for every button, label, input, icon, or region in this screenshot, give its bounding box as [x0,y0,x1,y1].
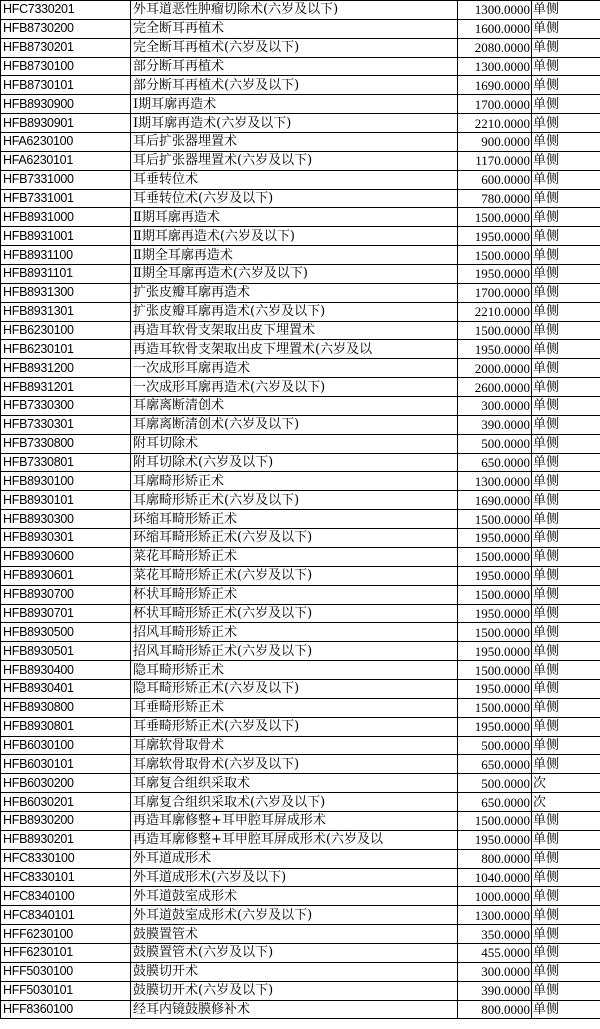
table-row [1,321,600,340]
price-cell: 780.0000 [458,189,532,208]
price-cell: 2080.0000 [458,38,532,57]
item-code-cell: HFB6030100 [1,736,131,755]
price-cell: 2000.0000 [458,359,532,378]
unit-cell: 单侧 [532,397,600,416]
unit-cell: 单侧 [532,868,600,887]
table-row [1,830,600,849]
item-code-cell: HFB8730100 [1,57,131,76]
unit-cell: 单侧 [532,151,600,170]
item-name-cell: 招风耳畸形矫正术 [131,623,458,642]
table-row [1,736,600,755]
price-cell: 1950.0000 [458,265,532,284]
unit-cell: 单侧 [532,359,600,378]
price-cell: 1500.0000 [458,698,532,717]
item-code-cell: HFF5030101 [1,981,131,1000]
table-row [1,887,600,906]
item-code-cell: HFB8930300 [1,510,131,529]
item-code-cell: HFB8930400 [1,661,131,680]
item-name-cell: 再造耳软骨支架取出皮下埋置术 [131,321,458,340]
unit-cell: 单侧 [532,246,600,265]
unit-cell: 单侧 [532,340,600,359]
table-row [1,472,600,491]
item-name-cell: 耳垂转位术(六岁及以下) [131,189,458,208]
item-code-cell: HFC8340101 [1,906,131,925]
price-cell: 1500.0000 [458,246,532,265]
item-name-cell: 耳后扩张器埋置术 [131,133,458,152]
price-cell: 2600.0000 [458,378,532,397]
item-code-cell: HFB8930701 [1,604,131,623]
table-row [1,868,600,887]
item-name-cell: 外耳道成形术(六岁及以下) [131,868,458,887]
table-row [1,529,600,548]
item-name-cell: 再造耳软骨支架取出皮下埋置术(六岁及以 [131,340,458,359]
table-row [1,793,600,812]
item-code-cell: HFB7330300 [1,397,131,416]
unit-cell: 单侧 [532,585,600,604]
price-cell: 1950.0000 [458,830,532,849]
unit-cell: 单侧 [532,981,600,1000]
item-name-cell: 耳垂转位术 [131,170,458,189]
item-code-cell: HFB8931101 [1,265,131,284]
item-code-cell: HFF6230100 [1,925,131,944]
table-row [1,302,600,321]
unit-cell: 单侧 [532,510,600,529]
table-row [1,434,600,453]
price-cell: 390.0000 [458,415,532,434]
unit-cell: 单侧 [532,434,600,453]
item-name-cell: 外耳道成形术 [131,849,458,868]
table-row [1,340,600,359]
table-row [1,981,600,1000]
price-cell: 500.0000 [458,774,532,793]
item-name-cell: 再造耳廓修整+耳甲腔耳屏成形术(六岁及以 [131,830,458,849]
price-cell: 1950.0000 [458,529,532,548]
item-name-cell: 鼓膜置管术(六岁及以下) [131,943,458,962]
item-code-cell: HFC8340100 [1,887,131,906]
price-cell: 1700.0000 [458,283,532,302]
table-row [1,415,600,434]
item-name-cell: 耳垂畸形矫正术 [131,698,458,717]
price-cell: 1950.0000 [458,642,532,661]
item-name-cell: 环缩耳畸形矫正术 [131,510,458,529]
item-code-cell: HFB8930600 [1,547,131,566]
item-code-cell: HFB6030200 [1,774,131,793]
price-cell: 1500.0000 [458,547,532,566]
table-row [1,246,600,265]
unit-cell: 单侧 [532,95,600,114]
item-code-cell: HFB8931100 [1,246,131,265]
table-row [1,1,600,20]
item-name-cell: 耳廓软骨取骨术 [131,736,458,755]
unit-cell: 单侧 [532,755,600,774]
unit-cell: 单侧 [532,943,600,962]
unit-cell: 单侧 [532,925,600,944]
item-code-cell: HFB7331001 [1,189,131,208]
table-row [1,170,600,189]
item-code-cell: HFB8730101 [1,76,131,95]
table-row [1,774,600,793]
table-row [1,265,600,284]
unit-cell: 单侧 [532,547,600,566]
unit-cell: 单侧 [532,378,600,397]
table-row [1,208,600,227]
price-cell: 2210.0000 [458,114,532,133]
unit-cell: 单侧 [532,698,600,717]
price-cell: 1600.0000 [458,19,532,38]
table-row [1,76,600,95]
unit-cell: 单侧 [532,472,600,491]
item-code-cell: HFB7330800 [1,434,131,453]
item-code-cell: HFB8730200 [1,19,131,38]
item-code-cell: HFB8930100 [1,472,131,491]
fee-table-body [1,1,600,1019]
item-code-cell: HFB8930301 [1,529,131,548]
item-code-cell: HFF8360100 [1,1000,131,1019]
table-row [1,566,600,585]
price-cell: 1040.0000 [458,868,532,887]
unit-cell: 单侧 [532,321,600,340]
item-name-cell: 外耳道鼓室成形术(六岁及以下) [131,906,458,925]
unit-cell: 单侧 [532,887,600,906]
unit-cell: 单侧 [532,114,600,133]
table-row [1,906,600,925]
price-cell: 300.0000 [458,962,532,981]
unit-cell: 单侧 [532,19,600,38]
table-row [1,133,600,152]
unit-cell: 单侧 [532,642,600,661]
item-name-cell: 部分断耳再植术 [131,57,458,76]
unit-cell: 单侧 [532,529,600,548]
table-row [1,19,600,38]
item-code-cell: HFB8930601 [1,566,131,585]
table-row [1,925,600,944]
unit-cell: 单侧 [532,736,600,755]
price-cell: 350.0000 [458,925,532,944]
item-name-cell: 招风耳畸形矫正术(六岁及以下) [131,642,458,661]
item-name-cell: 环缩耳畸形矫正术(六岁及以下) [131,529,458,548]
item-name-cell: 外耳道恶性肿瘤切除术(六岁及以下) [131,1,458,20]
price-cell: 1690.0000 [458,491,532,510]
unit-cell: 单侧 [532,1,600,20]
item-name-cell: Ⅰ期耳廓再造术 [131,95,458,114]
price-cell: 1300.0000 [458,1,532,20]
price-cell: 1700.0000 [458,95,532,114]
price-cell: 1170.0000 [458,151,532,170]
table-row [1,811,600,830]
item-name-cell: 外耳道鼓室成形术 [131,887,458,906]
item-name-cell: 经耳内镜鼓膜修补术 [131,1000,458,1019]
item-code-cell: HFB7331000 [1,170,131,189]
price-cell: 1500.0000 [458,661,532,680]
price-cell: 1300.0000 [458,472,532,491]
table-row [1,604,600,623]
item-code-cell: HFB8930201 [1,830,131,849]
item-code-cell: HFB6230100 [1,321,131,340]
item-code-cell: HFB8930200 [1,811,131,830]
unit-cell: 单侧 [532,962,600,981]
item-code-cell: HFC8330101 [1,868,131,887]
price-cell: 1000.0000 [458,887,532,906]
item-code-cell: HFB8931300 [1,283,131,302]
item-name-cell: 再造耳廓修整+耳甲腔耳屏成形术 [131,811,458,830]
table-row [1,95,600,114]
unit-cell: 单侧 [532,415,600,434]
item-code-cell: HFB6030101 [1,755,131,774]
price-cell: 650.0000 [458,755,532,774]
item-code-cell: HFB8930500 [1,623,131,642]
unit-cell: 单侧 [532,830,600,849]
item-name-cell: 鼓膜置管术 [131,925,458,944]
item-name-cell: 耳后扩张器埋置术(六岁及以下) [131,151,458,170]
unit-cell: 单侧 [532,849,600,868]
item-name-cell: 杯状耳畸形矫正术(六岁及以下) [131,604,458,623]
unit-cell: 单侧 [532,189,600,208]
price-cell: 1950.0000 [458,340,532,359]
unit-cell: 单侧 [532,283,600,302]
table-row [1,189,600,208]
price-cell: 1300.0000 [458,57,532,76]
item-name-cell: 附耳切除术(六岁及以下) [131,453,458,472]
item-name-cell: 耳廓复合组织采取术 [131,774,458,793]
item-name-cell: 耳廓离断清创术 [131,397,458,416]
table-row [1,453,600,472]
unit-cell: 单侧 [532,604,600,623]
price-cell: 650.0000 [458,793,532,812]
unit-cell: 单侧 [532,76,600,95]
unit-cell: 单侧 [532,566,600,585]
price-cell: 1500.0000 [458,510,532,529]
price-cell: 1950.0000 [458,679,532,698]
item-code-cell: HFA6230101 [1,151,131,170]
item-name-cell: 一次成形耳廓再造术 [131,359,458,378]
item-name-cell: 扩张皮瓣耳廓再造术 [131,283,458,302]
table-row [1,585,600,604]
item-code-cell: HFB8930700 [1,585,131,604]
item-code-cell: HFB8930800 [1,698,131,717]
item-code-cell: HFB8930900 [1,95,131,114]
item-name-cell: 附耳切除术 [131,434,458,453]
unit-cell: 单侧 [532,302,600,321]
unit-cell: 单侧 [532,265,600,284]
unit-cell: 单侧 [532,453,600,472]
table-row [1,698,600,717]
item-name-cell: 完全断耳再植术 [131,19,458,38]
price-cell: 1500.0000 [458,321,532,340]
item-code-cell: HFB8930401 [1,679,131,698]
item-code-cell: HFB8930501 [1,642,131,661]
item-code-cell: HFB8931201 [1,378,131,397]
item-code-cell: HFB8930801 [1,717,131,736]
table-row [1,962,600,981]
unit-cell: 单侧 [532,717,600,736]
price-cell: 1500.0000 [458,811,532,830]
item-name-cell: 菜花耳畸形矫正术(六岁及以下) [131,566,458,585]
item-name-cell: Ⅱ期全耳廓再造术(六岁及以下) [131,265,458,284]
item-name-cell: 耳廓复合组织采取术(六岁及以下) [131,793,458,812]
price-cell: 1500.0000 [458,623,532,642]
item-name-cell: 鼓膜切开术(六岁及以下) [131,981,458,1000]
table-row [1,661,600,680]
item-name-cell: 隐耳畸形矫正术 [131,661,458,680]
price-cell: 1500.0000 [458,585,532,604]
price-cell: 390.0000 [458,981,532,1000]
unit-cell: 单侧 [532,679,600,698]
unit-cell: 单侧 [532,906,600,925]
price-cell: 1950.0000 [458,566,532,585]
item-code-cell: HFB8930101 [1,491,131,510]
price-cell: 500.0000 [458,736,532,755]
table-row [1,642,600,661]
price-cell: 800.0000 [458,1000,532,1019]
table-row [1,359,600,378]
price-cell: 600.0000 [458,170,532,189]
item-code-cell: HFB6030201 [1,793,131,812]
item-name-cell: Ⅱ期耳廓再造术 [131,208,458,227]
table-row [1,717,600,736]
unit-cell: 单侧 [532,491,600,510]
table-row [1,151,600,170]
table-row [1,943,600,962]
item-name-cell: 耳廓畸形矫正术(六岁及以下) [131,491,458,510]
item-code-cell: HFB6230101 [1,340,131,359]
price-cell: 650.0000 [458,453,532,472]
item-code-cell: HFA6230100 [1,133,131,152]
item-code-cell: HFB8930901 [1,114,131,133]
table-row [1,378,600,397]
item-code-cell: HFC7330201 [1,1,131,20]
table-row [1,227,600,246]
unit-cell: 单侧 [532,170,600,189]
item-code-cell: HFF5030100 [1,962,131,981]
unit-cell: 单侧 [532,661,600,680]
item-code-cell: HFB7330801 [1,453,131,472]
item-code-cell: HFB8730201 [1,38,131,57]
item-code-cell: HFF6230101 [1,943,131,962]
table-row [1,283,600,302]
item-name-cell: 耳廓畸形矫正术 [131,472,458,491]
table-row [1,114,600,133]
item-code-cell: HFB8931200 [1,359,131,378]
unit-cell: 单侧 [532,623,600,642]
table-row [1,510,600,529]
item-name-cell: 部分断耳再植术(六岁及以下) [131,76,458,95]
table-row [1,623,600,642]
unit-cell: 单侧 [532,208,600,227]
price-cell: 1950.0000 [458,227,532,246]
item-code-cell: HFB8931000 [1,208,131,227]
item-name-cell: 杯状耳畸形矫正术 [131,585,458,604]
table-row [1,755,600,774]
item-name-cell: 耳垂畸形矫正术(六岁及以下) [131,717,458,736]
item-name-cell: 完全断耳再植术(六岁及以下) [131,38,458,57]
item-name-cell: 鼓膜切开术 [131,962,458,981]
unit-cell: 单侧 [532,38,600,57]
price-cell: 1300.0000 [458,906,532,925]
unit-cell: 次 [532,774,600,793]
item-code-cell: HFB8931301 [1,302,131,321]
item-name-cell: 一次成形耳廓再造术(六岁及以下) [131,378,458,397]
item-name-cell: 扩张皮瓣耳廓再造术(六岁及以下) [131,302,458,321]
price-cell: 500.0000 [458,434,532,453]
price-cell: 1950.0000 [458,604,532,623]
item-name-cell: 菜花耳畸形矫正术 [131,547,458,566]
table-row [1,679,600,698]
table-row [1,1000,600,1019]
table-row [1,491,600,510]
price-cell: 1950.0000 [458,717,532,736]
unit-cell: 单侧 [532,227,600,246]
price-cell: 1690.0000 [458,76,532,95]
unit-cell: 单侧 [532,57,600,76]
item-name-cell: 耳廓离断清创术(六岁及以下) [131,415,458,434]
price-cell: 2210.0000 [458,302,532,321]
item-name-cell: Ⅱ期全耳廓再造术 [131,246,458,265]
unit-cell: 单侧 [532,811,600,830]
price-cell: 455.0000 [458,943,532,962]
unit-cell: 次 [532,793,600,812]
item-name-cell: 隐耳畸形矫正术(六岁及以下) [131,679,458,698]
table-row [1,57,600,76]
price-cell: 800.0000 [458,849,532,868]
item-name-cell: Ⅰ期耳廓再造术(六岁及以下) [131,114,458,133]
table-row [1,849,600,868]
price-cell: 1500.0000 [458,208,532,227]
table-row [1,547,600,566]
unit-cell: 单侧 [532,133,600,152]
table-row [1,38,600,57]
unit-cell: 单侧 [532,1000,600,1019]
price-cell: 300.0000 [458,397,532,416]
price-cell: 900.0000 [458,133,532,152]
item-name-cell: 耳廓软骨取骨术(六岁及以下) [131,755,458,774]
item-name-cell: Ⅱ期耳廓再造术(六岁及以下) [131,227,458,246]
item-code-cell: HFC8330100 [1,849,131,868]
item-code-cell: HFB7330301 [1,415,131,434]
table-row [1,397,600,416]
item-code-cell: HFB8931001 [1,227,131,246]
